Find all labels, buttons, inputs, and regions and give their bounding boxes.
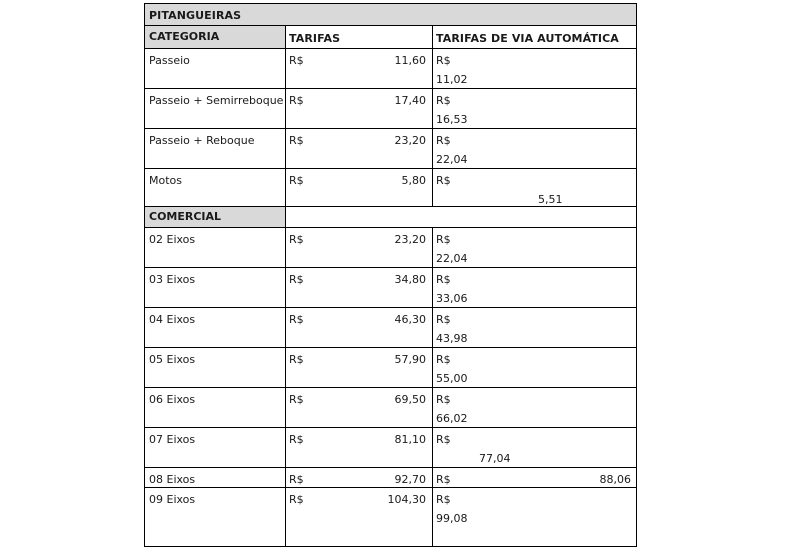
tarifa-cell [286, 348, 433, 387]
categoria-label: Passeio + Reboque [149, 134, 255, 147]
header-tarifas: TARIFAS [289, 32, 341, 45]
table-row [145, 169, 637, 207]
header-via-cell [433, 26, 637, 48]
header-categoria-cell [145, 26, 286, 48]
via-automatica-value: 77,04 [479, 452, 511, 465]
currency-symbol: R$ [436, 54, 451, 67]
categoria-cell [145, 488, 286, 546]
table-row [145, 388, 637, 428]
tarifa-cell [286, 388, 433, 427]
currency-symbol: R$ [436, 393, 451, 406]
section-comercial-empty [286, 207, 637, 227]
table-row [145, 268, 637, 308]
categoria-cell [145, 268, 286, 307]
via-automatica-cell [433, 49, 637, 88]
table-header-row [145, 26, 637, 49]
categoria-cell [145, 428, 286, 467]
table-row [145, 348, 637, 388]
via-automatica-value: 33,06 [436, 292, 468, 305]
tarifa-cell [286, 169, 433, 206]
currency-symbol: R$ [436, 473, 451, 486]
table-row [145, 428, 637, 468]
categoria-cell [145, 169, 286, 206]
tarifa-cell [286, 428, 433, 467]
currency-symbol: R$ [436, 313, 451, 326]
tarifa-value: 23,20 [394, 134, 426, 147]
via-automatica-cell [433, 308, 637, 347]
via-automatica-value: 5,51 [538, 193, 563, 206]
via-automatica-value: 66,02 [436, 412, 468, 425]
categoria-label: 06 Eixos [149, 393, 196, 406]
table-row [145, 488, 637, 547]
categoria-cell [145, 348, 286, 387]
tarifa-value: 104,30 [387, 493, 426, 506]
currency-symbol: R$ [289, 174, 304, 187]
section-comercial-cell [145, 207, 286, 227]
via-automatica-value: 55,00 [436, 372, 468, 385]
currency-symbol: R$ [289, 94, 304, 107]
via-automatica-cell [433, 468, 637, 487]
table-row [145, 49, 637, 89]
currency-symbol: R$ [436, 353, 451, 366]
categoria-cell [145, 228, 286, 267]
via-automatica-value: 22,04 [436, 153, 468, 166]
categoria-cell [145, 129, 286, 168]
via-automatica-cell [433, 348, 637, 387]
tarifa-value: 5,80 [401, 174, 426, 187]
categoria-cell [145, 89, 286, 128]
currency-symbol: R$ [289, 473, 304, 486]
via-automatica-cell [433, 89, 637, 128]
tarifa-cell [286, 49, 433, 88]
currency-symbol: R$ [436, 134, 451, 147]
currency-symbol: R$ [436, 233, 451, 246]
currency-symbol: R$ [289, 134, 304, 147]
tarifa-cell [286, 268, 433, 307]
tarifa-value: 92,70 [394, 473, 426, 486]
currency-symbol: R$ [289, 54, 304, 67]
header-tarifas-cell [286, 26, 433, 48]
currency-symbol: R$ [289, 353, 304, 366]
table-row [145, 468, 637, 488]
categoria-label: 04 Eixos [149, 313, 196, 326]
currency-symbol: R$ [436, 273, 451, 286]
via-automatica-cell [433, 488, 637, 546]
via-automatica-value: 43,98 [436, 332, 468, 345]
table-row [145, 89, 637, 129]
passeio-section [145, 49, 637, 207]
header-categoria: CATEGORIA [149, 30, 220, 43]
categoria-cell [145, 468, 286, 487]
table-row [145, 308, 637, 348]
tarifa-value: 11,60 [394, 54, 426, 67]
via-automatica-cell [433, 129, 637, 168]
via-automatica-value: 11,02 [436, 73, 468, 86]
tarifa-value: 23,20 [394, 233, 426, 246]
tarifa-cell [286, 129, 433, 168]
categoria-label: Passeio [149, 54, 190, 67]
table-title-row [145, 4, 637, 26]
tarifa-value: 69,50 [394, 393, 426, 406]
categoria-label: 08 Eixos [149, 473, 196, 486]
table-title: PITANGUEIRAS [149, 9, 242, 22]
via-automatica-value: 22,04 [436, 252, 468, 265]
currency-symbol: R$ [436, 174, 451, 187]
currency-symbol: R$ [436, 433, 451, 446]
table-row [145, 228, 637, 268]
tarifa-value: 57,90 [394, 353, 426, 366]
via-automatica-cell [433, 388, 637, 427]
categoria-cell [145, 308, 286, 347]
via-automatica-cell [433, 228, 637, 267]
categoria-label: 05 Eixos [149, 353, 196, 366]
tarifa-value: 17,40 [394, 94, 426, 107]
currency-symbol: R$ [289, 433, 304, 446]
section-comercial-row [145, 207, 637, 228]
categoria-label: 03 Eixos [149, 273, 196, 286]
via-automatica-value: 16,53 [436, 113, 468, 126]
categoria-label: 09 Eixos [149, 493, 196, 506]
categoria-label: 07 Eixos [149, 433, 196, 446]
table-title-cell [145, 4, 637, 25]
currency-symbol: R$ [289, 493, 304, 506]
comercial-section [145, 228, 637, 547]
tarifa-value: 81,10 [394, 433, 426, 446]
tarifa-cell [286, 308, 433, 347]
categoria-cell [145, 388, 286, 427]
tarifa-value: 34,80 [394, 273, 426, 286]
currency-symbol: R$ [436, 94, 451, 107]
tarifa-value: 46,30 [394, 313, 426, 326]
section-comercial-label: COMERCIAL [149, 210, 222, 223]
currency-symbol: R$ [289, 233, 304, 246]
via-automatica-cell [433, 428, 637, 467]
tarifa-cell [286, 488, 433, 546]
tarifa-cell [286, 468, 433, 487]
table-row [145, 129, 637, 169]
currency-symbol: R$ [436, 493, 451, 506]
via-automatica-cell [433, 268, 637, 307]
categoria-label: Motos [149, 174, 182, 187]
categoria-label: 02 Eixos [149, 233, 196, 246]
currency-symbol: R$ [289, 393, 304, 406]
categoria-cell [145, 49, 286, 88]
currency-symbol: R$ [289, 273, 304, 286]
via-automatica-cell [433, 169, 637, 206]
tarifa-cell [286, 89, 433, 128]
header-via-automatica: TARIFAS DE VIA AUTOMÁTICA [436, 32, 619, 45]
via-automatica-value: 88,06 [599, 473, 631, 486]
currency-symbol: R$ [289, 313, 304, 326]
categoria-label: Passeio + Semirreboque [149, 94, 284, 107]
tariff-table [144, 3, 637, 547]
via-automatica-value: 99,08 [436, 512, 468, 525]
tarifa-cell [286, 228, 433, 267]
